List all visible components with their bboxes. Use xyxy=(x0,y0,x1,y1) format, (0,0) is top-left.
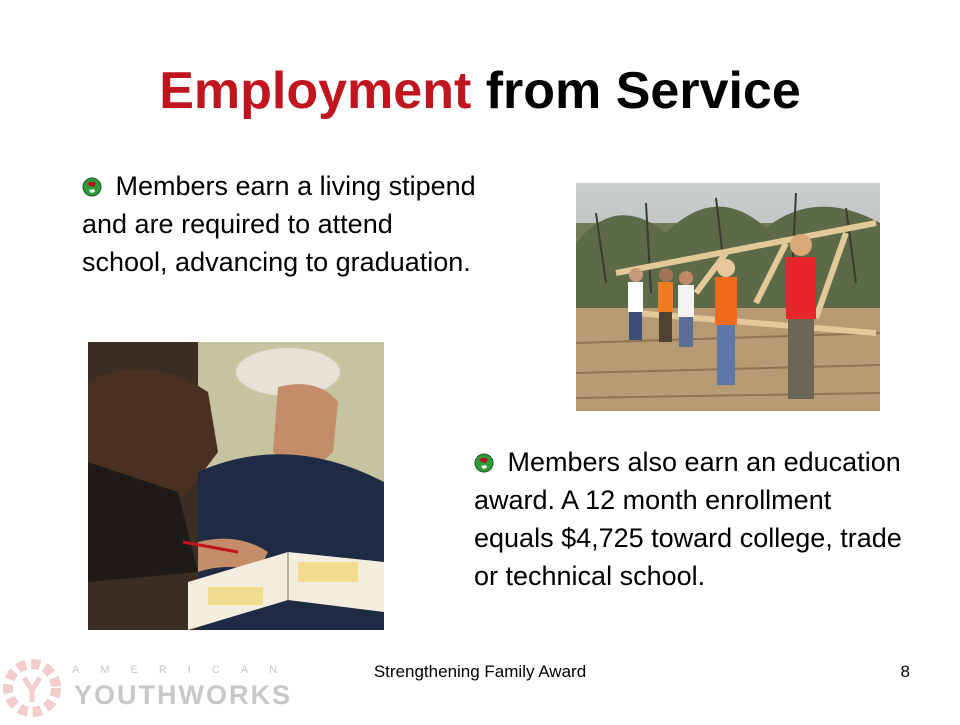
title-rest: from Service xyxy=(471,62,801,120)
logo-text-american: AMERICAN xyxy=(72,664,299,676)
bullet-text: Members earn a living stipend and are required to attend school, advancing to graduation. xyxy=(82,171,476,277)
page-number: 8 xyxy=(900,662,910,681)
bullet-text: Members also earn an education award. A 12 month enrollment equals $4,725 toward college, trade or technical school. xyxy=(474,447,902,591)
logo-text-youthworks: YOUTHWORKS xyxy=(74,680,292,710)
construction-crew-photo xyxy=(576,183,880,411)
gear-logo-icon xyxy=(0,654,70,720)
globe-icon xyxy=(474,453,494,473)
slide-footer: Strengthening Family Award xyxy=(373,662,587,681)
bullet-education-award xyxy=(474,443,914,595)
title-accent: Employment xyxy=(159,62,472,120)
student-studying-photo xyxy=(88,342,384,630)
bullet-stipend xyxy=(82,167,482,281)
globe-icon xyxy=(82,177,102,197)
slide-title xyxy=(0,60,960,122)
